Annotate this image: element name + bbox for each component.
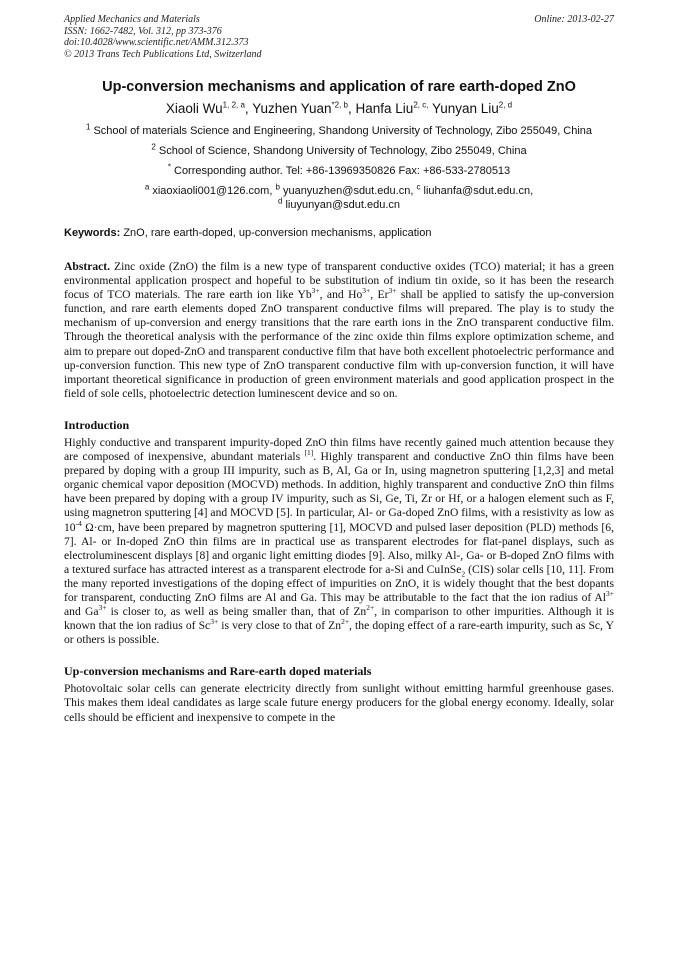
- introduction-heading: Introduction: [64, 417, 130, 432]
- aff-text: School of materials Science and Engineering, Shandong University of Technology, Zibo 255049, China: [93, 125, 593, 137]
- author-list: Xiaoli Wu$^{1, 2, a}$, Yuzhen Yuan$^{*2, b}$, Hanfa Liu$^{2, c,}$ Yunyan Liu$^{2, d}$: [165, 100, 513, 116]
- affiliation-2: [64, 144, 614, 158]
- superscript: 3+: [606, 589, 614, 599]
- introduction-paragraph: [64, 436, 614, 647]
- keywords-label: Keywords:: [64, 227, 121, 239]
- journal-name: Applied Mechanics and Materials: [64, 14, 200, 25]
- abstract-text: , Er: [370, 288, 389, 302]
- superscript: 3+: [362, 286, 371, 296]
- superscript: 3+: [210, 617, 219, 627]
- doi-line: doi:10.4028/www.scientific.net/AMM.312.373: [64, 37, 249, 48]
- superscript: 3+: [388, 286, 397, 296]
- journal-header: [64, 14, 614, 60]
- superscript: 3+: [311, 286, 320, 296]
- intro-text: , the doping effect of a rare-earth impurity, such as Sc, Y or others is possible.: [64, 619, 614, 647]
- online-date: Online: 2013-02-27: [534, 14, 614, 25]
- keywords: [64, 226, 614, 240]
- corresponding-author: [64, 164, 614, 178]
- abstract: [64, 260, 614, 401]
- email: yuanyuzhen@sdut.edu.cn,: [282, 185, 414, 197]
- author-sup: 1, 2, a: [222, 100, 245, 110]
- subscript: 2: [461, 569, 466, 579]
- aff-sup: 1: [85, 122, 91, 132]
- aff-text: Corresponding author. Tel: +86-13969350826 Fax: +86-533-2780513: [174, 165, 511, 177]
- citation: [1]: [304, 448, 314, 458]
- email-sup: a: [144, 182, 150, 192]
- intro-text: Ω·cm, have been prepared by magnetron sputtering [1], MOCVD and pulsed laser deposition (PLD) methods [6, 7]. Al- or In-doped ZnO thin films are in practical use as transparent electrodes for flat-panel displays, such as electroluminescent displays [8] and organic light emitting diodes [9]. Also, milky Al-, Ga- or B-doped ZnO films with a textured surface has attracted interest as a transparent electrode for a-Si and CuInSe: [64, 520, 614, 576]
- section2-paragraph: Photovoltaic solar cells can generate electricity directly from sunlight without emitting harmful greenhouse gases. This makes them ideal candidates as large scale future energy producers for the global energy economy. Ideally, solar cells should be efficient and inexpensive to compete in the: [64, 682, 614, 724]
- keywords-text: ZnO, rare earth-doped, up-conversion mechanisms, application: [123, 227, 432, 239]
- email: liuhanfa@sdut.edu.cn,: [423, 185, 534, 197]
- author-name: Yunyan Liu: [431, 101, 499, 116]
- email-list: [64, 184, 614, 212]
- intro-text: (CIS) solar cells [10, 11]. From the many reported investigations of the doping effect of impurities on ZnO, it is widely thought that the best dopants for transparent, conducting ZnO films are Al and Ga. This may be attributable to the fact that the ion radius of Al: [64, 562, 614, 604]
- author-sup: *2, b: [331, 100, 348, 110]
- copyright-line: © 2013 Trans Tech Publications Ltd, Switzerland: [64, 48, 262, 60]
- intro-text: is very close to that of Zn: [218, 619, 342, 633]
- intro-text: Highly conductive and transparent impurity-doped ZnO thin films have recently gained much attention because they are composed of inexpensive, abundant materials: [64, 435, 614, 464]
- email: liuyunyan@sdut.edu.cn: [285, 199, 401, 211]
- aff-sup: 2: [151, 142, 156, 152]
- email-sup: b: [275, 182, 280, 192]
- author-name: Xiaoli Wu: [165, 101, 223, 116]
- abstract-text: , and Ho: [319, 288, 363, 302]
- intro-text: is closer to, as well as being smaller than, that of Zn: [106, 605, 367, 619]
- author-sup: 2, d: [498, 100, 513, 110]
- abstract-text: shall be applied to satisfy the up-conversion function, and rare earth elements doped ZnO transparent conductive films will prepared. The play is to study the mechanism of up-conversion and energy transitions that the rare earth ions in the ZnO transparent conductive film. Through the theoretical analysis with the performance of the zinc oxide thin films explore optimization scheme, and aim to prepare out doped-ZnO and transparent conductive film that have both excellent photoelectric performance and up-conversion function. This new type of ZnO transparent conductive film with up-conversion function, it will have important theoretical significance in production of green environment materials and good application prospect in the field of sole cells, photoelectric detection luminescent device and so on.: [64, 288, 614, 400]
- author-sup: 2, c,: [413, 100, 429, 110]
- email-sup: c: [416, 182, 421, 192]
- intro-text: , in comparison to other impurities. Although it is known that the ion radius of Sc: [64, 605, 614, 633]
- superscript: -4: [75, 518, 82, 528]
- section2-heading: Up-conversion mechanisms and Rare-earth doped materials: [64, 664, 372, 679]
- superscript: 3+: [98, 603, 107, 613]
- intro-text: . Highly transparent and conductive ZnO thin films have been prepared by doping with a group III impurity, such as B, Al, Ga or In, using magnetron sputtering [1,2,3] and metal organic chemical vapor deposition (MOCVD) methods. In addition, highly transparent and conductive ZnO thin films have been prepared by doping with a group IV impurity, such as Si, Ge, Ti, Zr or Hf, or a halogen element such as F, using magnetron sputtering [4] and MOCVD [5]. In particular, Al- or Ga-doped ZnO films, with a resistivity as low as 10: [64, 450, 614, 534]
- affiliation-1: [64, 124, 614, 138]
- author-name: Hanfa Liu: [355, 101, 414, 116]
- superscript: 2+: [341, 617, 350, 627]
- aff-text: School of Science, Shandong University of Technology, Zibo 255049, China: [158, 145, 527, 157]
- aff-sup: *: [167, 162, 171, 172]
- abstract-label: Abstract.: [64, 260, 111, 273]
- author-name: Yuzhen Yuan: [252, 101, 332, 116]
- intro-text: and Ga: [64, 605, 99, 619]
- superscript: 2+: [366, 603, 375, 613]
- issn-line: ISSN: 1662-7482, Vol. 312, pp 373-376: [64, 25, 222, 37]
- abstract-text: Zinc oxide (ZnO) the film is a new type of transparent conductive oxides (TCO) material; it has a green environmental application prospect and hopeful to be substitution of indium tin oxide, so it has been the research focus of TCO materials. The rare earth ion like Yb: [64, 260, 615, 302]
- email: xiaoxiaoli001@126.com,: [152, 185, 273, 197]
- paper-page: [64, 14, 614, 725]
- paper-title: Up-conversion mechanisms and application of rare earth-doped ZnO: [102, 79, 576, 95]
- email-sup: d: [277, 196, 283, 206]
